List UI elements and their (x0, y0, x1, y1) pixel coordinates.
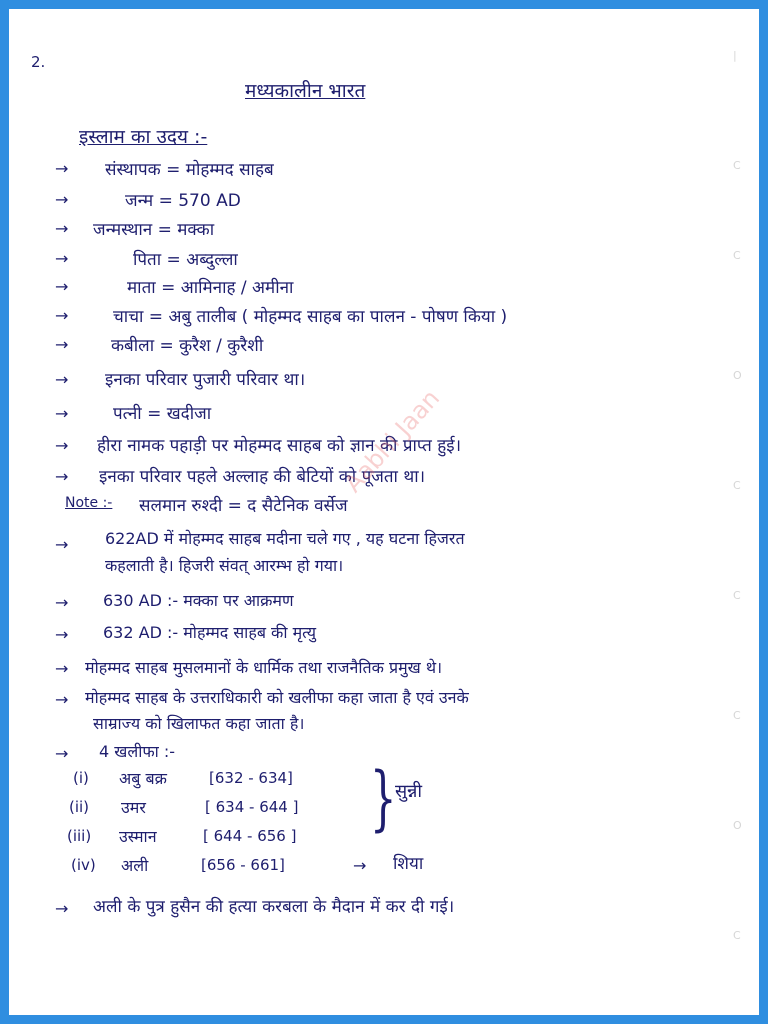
arrow-icon: → (55, 190, 69, 209)
page-title: मध्यकालीन भारत (245, 80, 366, 102)
fact-founder: संस्थापक = मोहम्मद साहब (105, 160, 274, 180)
curly-brace-icon: } (369, 757, 397, 839)
caliph-years: [656 - 661] (201, 856, 285, 874)
fact-birthplace: जन्मस्थान = मक्का (93, 220, 215, 240)
margin-mark: C (733, 159, 741, 172)
margin-bleed-through (727, 9, 755, 1015)
arrow-icon: → (55, 436, 69, 455)
margin-mark: C (733, 479, 741, 492)
note-text: सलमान रुश्दी = द सैटेनिक वर्सेज (139, 496, 348, 516)
notebook-page (9, 9, 759, 1015)
arrow-icon: → (55, 659, 69, 678)
arrow-icon: → (55, 306, 69, 325)
event-hijrat: 622AD में मोहम्मद साहब मदीना चले गए , यह घटना हिजरत (105, 529, 465, 548)
fact-father: पिता = अब्दुल्ला (133, 250, 238, 270)
arrow-icon: → (55, 690, 69, 709)
caliph-years: [632 - 634] (209, 769, 293, 787)
final-line: अली के पुत्र हुसैन की हत्या करबला के मैदान में कर दी गई। (93, 897, 455, 917)
arrow-icon: → (55, 535, 69, 554)
caliph-name: अबु बक्र (119, 769, 167, 788)
event-hijrat-cont: कहलाती है। हिजरी संवत् आरम्भ हो गया। (105, 556, 344, 575)
caliphs-heading: 4 खलीफा :- (99, 742, 176, 761)
arrow-icon: → (55, 219, 69, 238)
margin-mark: O (733, 369, 742, 382)
margin-mark: C (733, 589, 741, 602)
event-leader: मोहम्मद साहब मुसलमानों के धार्मिक तथा राजनैतिक प्रमुख थे। (85, 658, 443, 677)
caliph-name: उमर (121, 798, 146, 817)
fact-worship: इनका परिवार पहले अल्लाह की बेटियों को पूजता था। (99, 467, 426, 487)
fact-knowledge: हीरा नामक पहाड़ी पर मोहम्मद साहब को ज्ञान की प्राप्त हुई। (97, 436, 462, 456)
margin-mark: O (733, 819, 742, 832)
event-630: 630 AD :- मक्का पर आक्रमण (103, 591, 294, 610)
caliph-years: [ 634 - 644 ] (205, 798, 299, 816)
arrow-icon: → (55, 404, 69, 423)
arrow-icon: → (55, 625, 69, 644)
event-khalifa: मोहम्मद साहब के उत्तराधिकारी को खलीफा कहा जाता है एवं उनके (85, 688, 469, 707)
arrow-icon: → (55, 744, 69, 763)
section-heading: इस्लाम का उदय :- (79, 126, 208, 148)
arrow-icon: → (55, 335, 69, 354)
arrow-icon: → (353, 856, 367, 875)
fact-wife: पत्नी = खदीजा (113, 404, 212, 424)
page-number: 2. (31, 53, 46, 71)
fact-birth: जन्म = 570 AD (125, 191, 241, 211)
margin-mark: C (733, 249, 741, 262)
event-khalifa-cont: साम्राज्य को खिलाफत कहा जाता है। (93, 714, 305, 733)
caliph-number: (ii) (69, 798, 90, 816)
caliph-years: [ 644 - 656 ] (203, 827, 297, 845)
caliph-number: (iii) (67, 827, 92, 845)
caliph-number: (iv) (71, 856, 96, 874)
caliph-name: उस्मान (119, 827, 157, 846)
fact-tribe: कबीला = कुरैश / कुरैशी (111, 336, 264, 356)
arrow-icon: → (55, 899, 69, 918)
sunni-label: सुन्नी (395, 781, 423, 802)
margin-mark: C (733, 709, 741, 722)
fact-mother: माता = आमिनाह / अमीना (127, 278, 294, 298)
fact-family: इनका परिवार पुजारी परिवार था। (105, 370, 306, 390)
arrow-icon: → (55, 159, 69, 178)
fact-uncle: चाचा = अबु तालीब ( मोहम्मद साहब का पालन - पोषण किया ) (113, 307, 508, 327)
caliph-number: (i) (73, 769, 89, 787)
arrow-icon: → (55, 593, 69, 612)
arrow-icon: → (55, 249, 69, 268)
shia-label: शिया (393, 854, 424, 874)
arrow-icon: → (55, 370, 69, 389)
event-632: 632 AD :- मोहम्मद साहब की मृत्यु (103, 623, 317, 642)
arrow-icon: → (55, 467, 69, 486)
note-label: Note :- (65, 495, 113, 511)
margin-mark: | (733, 49, 737, 62)
watermark: Aabhi Jaan (339, 384, 446, 498)
margin-mark: C (733, 929, 741, 942)
caliph-name: अली (121, 856, 149, 875)
arrow-icon: → (55, 277, 69, 296)
